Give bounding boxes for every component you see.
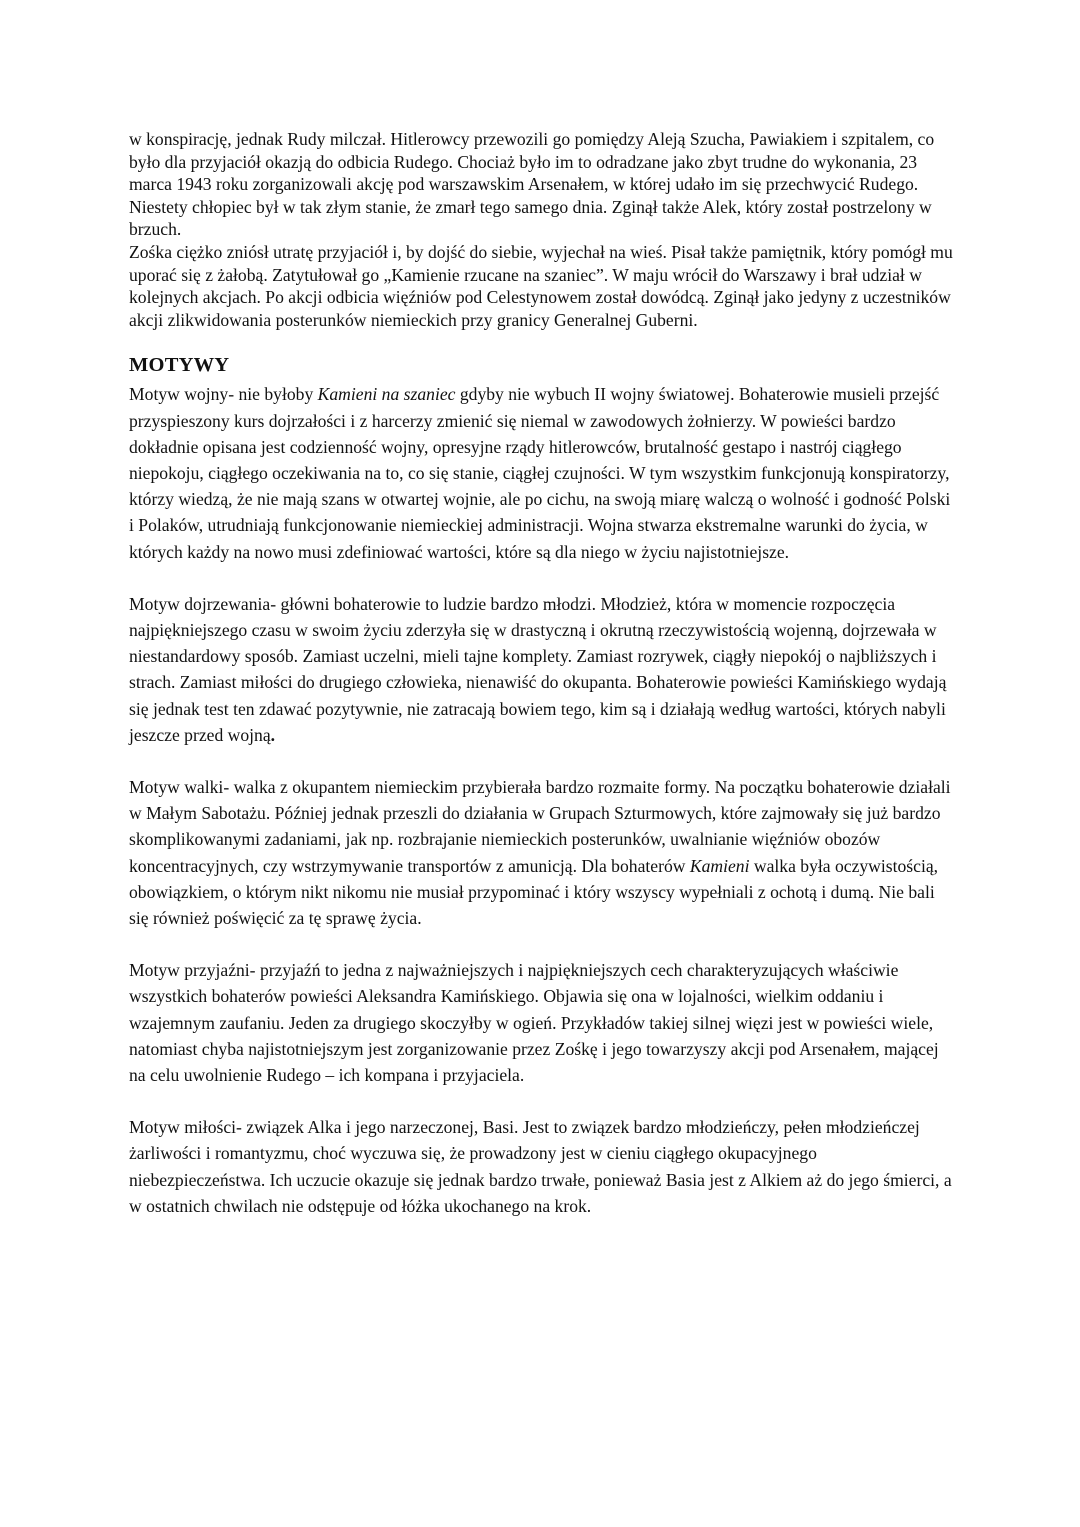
motif-fight-paragraph — [129, 774, 954, 931]
motif-war-book-title: Kamieni na szaniec — [317, 384, 456, 405]
document-page — [129, 128, 954, 1245]
motif-war-text-1: Motyw wojny- nie byłoby — [129, 384, 318, 405]
motif-war-text-2: gdyby nie wybuch II wojny światowej. Bohaterowie musieli przejść przyspieszony kurs dojrzałości i z harcerzy zmienić się niemal w zawodowych żołnierzy. W powieści bardzo dokładnie opisana jest codzienność wojny, opresyjne rządy hitlerowców, brutalność gestapo i nastrój ciągłego niepokoju, ciągłego oczekiwania na to, co się stanie, ciągłej czujności. W tym wszystkim funkcjonują konspiratorzy, którzy wiedzą, że nie mają szans w otwartej wojnie, ale po cichu, na swoją miarę walczą o wolność i godność Polski i Polaków, utrudniają funkcjonowanie niemieckiej administracji. Wojna stwarza ekstremalne warunki do życia, w których każdy na nowo musi zdefiniować wartości, które są dla niego w życiu najistotniejsze. — [129, 384, 951, 562]
motif-maturing-paragraph — [129, 591, 954, 748]
intro-paragraph-1: w konspirację, jednak Rudy milczał. Hitlerowcy przewozili go pomiędzy Aleją Szucha, Pawiakiem i szpitalem, co było dla przyjaciół okazją do odbicia Rudego. Chociaż było im to odradzane jako zbyt trudne do wykonania, 23 marca 1943 roku zorganizowali akcję pod warszawskim Arsenałem, w której udało im się przechwycić Rudego. Niestety chłopiec był w tak złym stanie, że zmarł tego samego dnia. Zginął także Alek, który został postrzelony w brzuch. — [129, 129, 935, 240]
motif-friendship-paragraph: Motyw przyjaźni- przyjaźń to jedna z najważniejszych i najpiękniejszych cech charakteryzujących właściwie wszystkich bohaterów powieści Aleksandra Kamińskiego. Objawia się ona w lojalności, wielkim oddaniu i wzajemnym zaufaniu. Jeden za drugiego skoczyłby w ogień. Przykładów takiej silnej więzi jest w powieści wiele, natomiast chyba najistotniejszym jest zorganizowanie przez Zośkę i jego towarzyszy akcji pod Arsenałem, mającej na celu uwolnienie Rudego – ich kompana i przyjaciela. — [129, 960, 939, 1086]
intro-paragraph-2: Zośka ciężko zniósł utratę przyjaciół i, by dojść do siebie, wyjechał na wieś. Pisał także pamiętnik, który pomógł mu uporać się z żałobą. Zatytułował go „Kamienie rzucane na szaniec”. W maju wrócił do Warszawy i brał udział w kolejnych akcjach. Po akcji odbicia więźniów pod Celestynowem został dowódcą. Zginął jako jedyny z uczestników akcji zlikwidowania posterunków niemieckich przy granicy Generalnej Guberni. — [129, 241, 953, 330]
motif-maturing-text: Motyw dojrzewania- główni bohaterowie to ludzie bardzo młodzi. Młodzież, która w momencie rozpoczęcia najpiękniejszego czasu w swoim życiu zderzyła się w drastyczną i okrutną rzeczywistością wojenną, dojrzewała w niestandardowy sposób. Zamiast uczelni, mieli tajne komplety. Zamiast rozrywek, ciągły niepokój o najbliższych i strach. Zamiast miłości do drugiego człowieka, nienawiść do okupanta. Bohaterowie powieści Kamińskiego wydają się jednak test ten zdawać pozytywnie, nie zatracają bowiem tego, kim są i działają według wartości, których nabyli jeszcze przed wojną — [129, 593, 947, 745]
motif-love-paragraph: Motyw miłości- związek Alka i jego narzeczonej, Basi. Jest to związek bardzo młodzieńczy, pełen młodzieńczej żarliwości i romantyzmu, choć wyczuwa się, że prowadzony jest w cieniu ciągłego okupacyjnego niebezpieczeństwa. Ich uczucie okazuje się jednak bardzo trwałe, ponieważ Basia jest z Alkiem aż do jego śmierci, a w ostatnich chwilach nie odstępuje od łóżka ukochanego na krok. — [129, 1117, 952, 1216]
motif-war-paragraph — [129, 381, 954, 564]
motif-maturing-end-mark: . — [270, 724, 276, 745]
section-heading: MOTYWY — [129, 354, 230, 377]
intro-text — [129, 128, 954, 331]
motif-fight-text-2: walka była oczywistością, obowiązkiem, o którym nikt nikomu nie musiał przypominać i który wszyscy wypełniali z ochotą i dumą. Nie bali się również poświęcić za tę sprawę życia. — [129, 855, 939, 928]
motif-fight-book-title: Kamieni — [689, 855, 750, 876]
motif-fight-text-1: Motyw walki- walka z okupantem niemieckim przybierała bardzo rozmaite formy. Na początku bohaterowie działali w Małym Sabotażu. Później jednak przeszli do działania w Grupach Szturmowych, które zajmowały się już bardzo skomplikowanymi zadaniami, jak np. rozbrajanie niemieckich posterunków, uwalnianie więźniów obozów koncentracyjnych, czy wstrzymywanie transportów z amunicją. Dla bohaterów — [129, 776, 951, 876]
